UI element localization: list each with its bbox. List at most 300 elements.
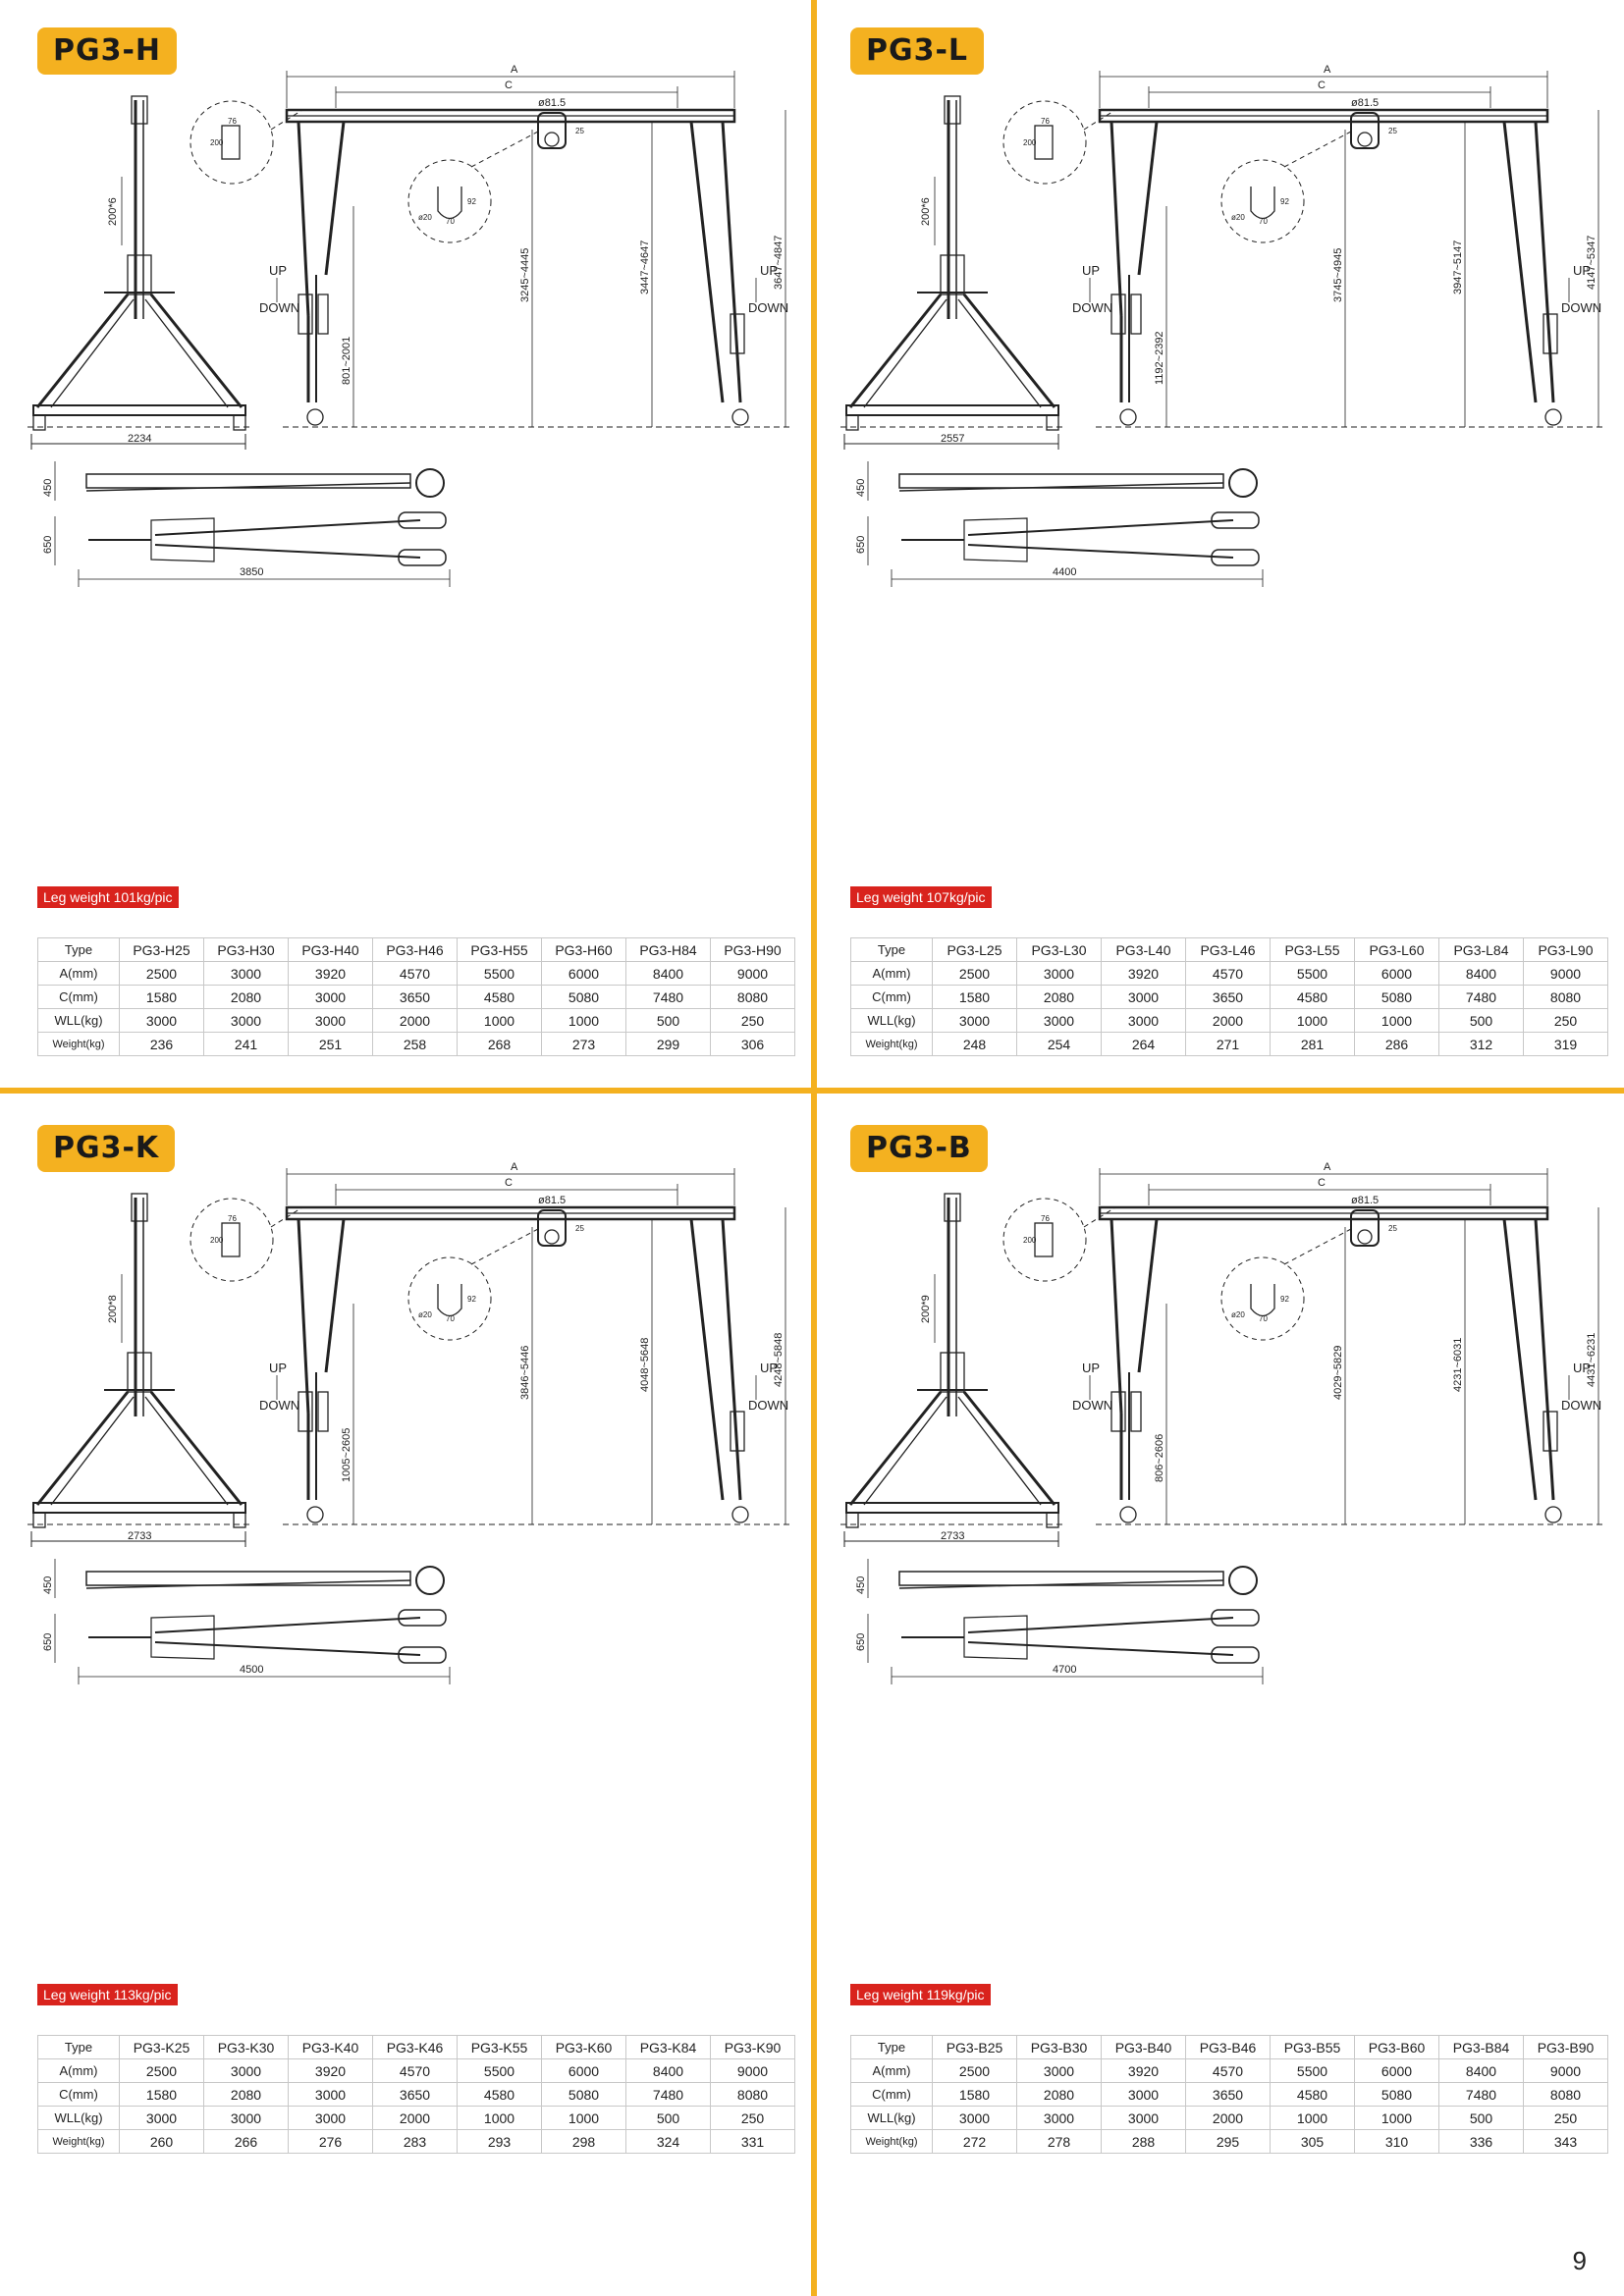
- spec-cell: 9000: [1524, 962, 1608, 986]
- dim-76-label: 76: [228, 117, 237, 126]
- spec-cell: 3000: [1017, 962, 1102, 986]
- spec-cell: 3000: [289, 1009, 373, 1033]
- spec-cell: 9000: [711, 962, 795, 986]
- spec-cell: 8400: [626, 2059, 711, 2083]
- spec-row: [38, 2059, 795, 2083]
- spec-cell: 2500: [933, 962, 1017, 986]
- dim-92-label: 92: [1280, 1295, 1289, 1304]
- spec-cell: 298: [542, 2130, 626, 2154]
- spec-cell: 3000: [1102, 986, 1186, 1009]
- leg-weight-label: Leg weight 101kg/pic: [37, 886, 179, 908]
- spec-cell: PG3-B46: [1186, 2036, 1271, 2059]
- spec-cell: PG3-B30: [1017, 2036, 1102, 2059]
- spec-row-label: WLL(kg): [38, 2107, 120, 2130]
- spec-cell: PG3-L30: [1017, 938, 1102, 962]
- spec-cell: 3920: [289, 2059, 373, 2083]
- spec-cell: 2000: [1186, 1009, 1271, 1033]
- crane-spec-panel-l: [831, 0, 1616, 1070]
- dim-fold-height: 450: [855, 1575, 867, 1594]
- spec-cell: 4570: [373, 2059, 458, 2083]
- dim-pitch-label: 200*8: [107, 1295, 119, 1323]
- spec-cell: PG3-B90: [1524, 2036, 1608, 2059]
- spec-cell: 324: [626, 2130, 711, 2154]
- up-label-right: UP: [1573, 1361, 1592, 1375]
- spec-cell: 500: [1439, 2107, 1524, 2130]
- spec-row-label: C(mm): [38, 986, 120, 1009]
- spec-cell: 3650: [373, 986, 458, 1009]
- model-title-badge: PG3-K: [37, 1125, 175, 1172]
- spec-cell: 268: [458, 1033, 542, 1056]
- dim-fold-width: 650: [42, 535, 54, 554]
- up-label-left: UP: [269, 263, 288, 278]
- down-label-right: DOWN: [1561, 1398, 1602, 1413]
- spec-cell: 7480: [626, 2083, 711, 2107]
- spec-cell: 295: [1186, 2130, 1271, 2154]
- spec-cell: PG3-K90: [711, 2036, 795, 2059]
- dim-92-label: 92: [1280, 197, 1289, 206]
- up-label-left: UP: [269, 1361, 288, 1375]
- spec-cell: 1580: [120, 2083, 204, 2107]
- up-label-right: UP: [760, 263, 779, 278]
- spec-cell: 5080: [542, 2083, 626, 2107]
- crane-spec-panel-h: [18, 0, 803, 1070]
- dim-20-label: ø20: [1231, 213, 1245, 222]
- spec-cell: 293: [458, 2130, 542, 2154]
- dim-height-1: 4029~5829: [1332, 1345, 1344, 1400]
- spec-cell: 1000: [458, 2107, 542, 2130]
- spec-row-label: WLL(kg): [851, 2107, 933, 2130]
- spec-row-label: A(mm): [851, 2059, 933, 2083]
- spec-cell: 4580: [1271, 2083, 1355, 2107]
- spec-cell: 2000: [1186, 2107, 1271, 2130]
- dim-height-1: 3745~4945: [1332, 247, 1344, 302]
- dim-25-label: 25: [575, 1224, 584, 1233]
- spec-cell: PG3-B25: [933, 2036, 1017, 2059]
- spec-cell: 8400: [626, 962, 711, 986]
- dim-c-label: C: [1318, 80, 1326, 91]
- spec-cell: PG3-K30: [204, 2036, 289, 2059]
- dim-20-label: ø20: [418, 1310, 432, 1319]
- spec-row: [851, 2107, 1608, 2130]
- spec-cell: 3000: [1102, 2083, 1186, 2107]
- dim-pitch-label: 200*9: [920, 1295, 932, 1323]
- spec-header-row: [851, 2036, 1608, 2059]
- down-label-right: DOWN: [748, 1398, 789, 1413]
- spec-row: [38, 1033, 795, 1056]
- model-title-badge: PG3-H: [37, 27, 177, 75]
- spec-row: [38, 1009, 795, 1033]
- dim-a-label: A: [511, 1161, 518, 1173]
- spec-cell: 3000: [120, 2107, 204, 2130]
- spec-cell: 1000: [1271, 1009, 1355, 1033]
- spec-cell: 250: [1524, 1009, 1608, 1033]
- spec-cell: 1000: [1355, 2107, 1439, 2130]
- spec-cell: 306: [711, 1033, 795, 1056]
- spec-cell: 3000: [289, 2083, 373, 2107]
- spec-cell: 250: [1524, 2107, 1608, 2130]
- dim-76-label: 76: [1041, 117, 1050, 126]
- dim-76-label: 76: [1041, 1214, 1050, 1223]
- spec-cell: 8400: [1439, 2059, 1524, 2083]
- spec-cell: 312: [1439, 1033, 1524, 1056]
- spec-cell: 3000: [289, 2107, 373, 2130]
- down-label-right: DOWN: [1561, 300, 1602, 315]
- spec-cell: 3000: [1102, 1009, 1186, 1033]
- spec-cell: 299: [626, 1033, 711, 1056]
- spec-cell: 2500: [933, 2059, 1017, 2083]
- spec-cell: PG3-L55: [1271, 938, 1355, 962]
- gantry-crane-drawing: [831, 64, 1616, 883]
- spec-cell: 272: [933, 2130, 1017, 2154]
- spec-cell: PG3-K84: [626, 2036, 711, 2059]
- spec-cell: 260: [120, 2130, 204, 2154]
- spec-cell: 4580: [1271, 986, 1355, 1009]
- dim-70-label: 70: [446, 217, 455, 226]
- spec-cell: 3000: [1017, 2107, 1102, 2130]
- spec-header-row: [851, 938, 1608, 962]
- spec-cell: PG3-L46: [1186, 938, 1271, 962]
- dim-fold-height: 450: [42, 478, 54, 497]
- spec-cell: 281: [1271, 1033, 1355, 1056]
- spec-row-label: Weight(kg): [38, 2130, 120, 2154]
- spec-cell: 3650: [1186, 2083, 1271, 2107]
- spec-row-label: Type: [851, 938, 933, 962]
- spec-cell: PG3-H60: [542, 938, 626, 962]
- dim-fold-width: 650: [855, 535, 867, 554]
- dim-25-label: 25: [1388, 1224, 1397, 1233]
- dim-height-1: 3846~5446: [519, 1345, 531, 1400]
- dim-height-3: 4248~5848: [773, 1332, 785, 1387]
- dim-pitch-label: 200*6: [920, 197, 932, 226]
- spec-cell: 250: [711, 2107, 795, 2130]
- spec-cell: 3000: [120, 1009, 204, 1033]
- spec-cell: 8080: [711, 986, 795, 1009]
- spec-cell: 2080: [1017, 986, 1102, 1009]
- dim-fold-length: 4700: [1053, 1664, 1077, 1676]
- spec-cell: 4570: [373, 962, 458, 986]
- spec-row: [851, 2083, 1608, 2107]
- spec-cell: PG3-H25: [120, 938, 204, 962]
- spec-cell: 3000: [204, 962, 289, 986]
- spec-cell: 500: [626, 2107, 711, 2130]
- spec-cell: 8080: [1524, 2083, 1608, 2107]
- dim-25-label: 25: [575, 127, 584, 135]
- spec-row: [851, 1033, 1608, 1056]
- spec-row-label: WLL(kg): [38, 1009, 120, 1033]
- spec-cell: 6000: [1355, 2059, 1439, 2083]
- spec-cell: PG3-K40: [289, 2036, 373, 2059]
- spec-cell: 4570: [1186, 962, 1271, 986]
- leg-weight-label: Leg weight 107kg/pic: [850, 886, 992, 908]
- spec-row: [851, 2059, 1608, 2083]
- spec-cell: 3000: [933, 1009, 1017, 1033]
- spec-cell: 2500: [120, 2059, 204, 2083]
- dim-25-label: 25: [1388, 127, 1397, 135]
- model-title-badge: PG3-L: [850, 27, 984, 75]
- dim-low-height: 801~2001: [341, 336, 352, 385]
- spec-cell: 4580: [458, 986, 542, 1009]
- spec-cell: 336: [1439, 2130, 1524, 2154]
- dim-height-2: 3947~5147: [1452, 240, 1464, 294]
- spec-cell: 5500: [1271, 962, 1355, 986]
- dim-fold-height: 450: [855, 478, 867, 497]
- spec-cell: 1000: [542, 1009, 626, 1033]
- dim-200-label: 200: [1023, 1236, 1037, 1245]
- spec-cell: 3920: [289, 962, 373, 986]
- up-label-left: UP: [1082, 1361, 1101, 1375]
- dim-92-label: 92: [467, 1295, 476, 1304]
- spec-cell: 283: [373, 2130, 458, 2154]
- spec-row-label: Weight(kg): [38, 1033, 120, 1056]
- dim-20-label: ø20: [418, 213, 432, 222]
- dim-base-width: 2733: [941, 1530, 965, 1542]
- dim-low-height: 1005~2605: [341, 1427, 352, 1482]
- dim-20-label: ø20: [1231, 1310, 1245, 1319]
- gantry-crane-drawing: [18, 64, 803, 883]
- spec-cell: PG3-L84: [1439, 938, 1524, 962]
- dim-height-2: 3447~4647: [639, 240, 651, 294]
- spec-cell: 1000: [1355, 1009, 1439, 1033]
- crane-spec-panel-k: [18, 1097, 803, 2167]
- spec-cell: PG3-L25: [933, 938, 1017, 962]
- dim-height-3: 4147~5347: [1586, 235, 1597, 290]
- dim-fold-width: 650: [42, 1632, 54, 1651]
- spec-cell: 278: [1017, 2130, 1102, 2154]
- spec-cell: 6000: [542, 962, 626, 986]
- spec-cell: PG3-H55: [458, 938, 542, 962]
- spec-cell: PG3-B60: [1355, 2036, 1439, 2059]
- down-label-left: DOWN: [259, 300, 300, 315]
- dim-c-label: C: [1318, 1177, 1326, 1189]
- dim-200-label: 200: [210, 138, 224, 147]
- spec-row-label: A(mm): [38, 2059, 120, 2083]
- spec-cell: 7480: [1439, 2083, 1524, 2107]
- spec-cell: 9000: [711, 2059, 795, 2083]
- spec-cell: 3000: [204, 2059, 289, 2083]
- spec-cell: 5080: [1355, 986, 1439, 1009]
- spec-cell: 236: [120, 1033, 204, 1056]
- spec-cell: 3000: [204, 2107, 289, 2130]
- spec-cell: 241: [204, 1033, 289, 1056]
- spec-cell: PG3-B84: [1439, 2036, 1524, 2059]
- spec-cell: PG3-H90: [711, 938, 795, 962]
- spec-cell: 254: [1017, 1033, 1102, 1056]
- dim-fold-length: 4500: [240, 1664, 264, 1676]
- spec-cell: 3920: [1102, 962, 1186, 986]
- spec-table: [850, 937, 1608, 1056]
- spec-cell: PG3-H46: [373, 938, 458, 962]
- spec-cell: PG3-H84: [626, 938, 711, 962]
- spec-cell: 7480: [1439, 986, 1524, 1009]
- down-label-left: DOWN: [1072, 300, 1113, 315]
- dim-fold-width: 650: [855, 1632, 867, 1651]
- spec-cell: PG3-K55: [458, 2036, 542, 2059]
- spec-cell: PG3-H40: [289, 938, 373, 962]
- spec-cell: 266: [204, 2130, 289, 2154]
- spec-row: [38, 986, 795, 1009]
- vertical-divider: [811, 0, 817, 2296]
- spec-cell: 1000: [458, 1009, 542, 1033]
- spec-cell: 1580: [933, 2083, 1017, 2107]
- dim-trolley-diameter: ø81.5: [1351, 1195, 1380, 1206]
- dim-pitch-label: 200*6: [107, 197, 119, 226]
- up-label-right: UP: [760, 1361, 779, 1375]
- dim-a-label: A: [1324, 64, 1331, 76]
- dim-70-label: 70: [446, 1314, 455, 1323]
- dim-base-width: 2234: [128, 433, 152, 445]
- spec-cell: 1580: [120, 986, 204, 1009]
- dim-low-height: 1192~2392: [1154, 331, 1165, 385]
- spec-cell: 500: [1439, 1009, 1524, 1033]
- spec-row-label: Type: [38, 938, 120, 962]
- dim-low-height: 806~2606: [1154, 1433, 1165, 1482]
- spec-row-label: Weight(kg): [851, 1033, 933, 1056]
- spec-cell: 305: [1271, 2130, 1355, 2154]
- dim-70-label: 70: [1259, 217, 1268, 226]
- spec-row-label: A(mm): [38, 962, 120, 986]
- spec-cell: 3000: [289, 986, 373, 1009]
- dim-92-label: 92: [467, 197, 476, 206]
- spec-cell: 2080: [1017, 2083, 1102, 2107]
- spec-row: [851, 986, 1608, 1009]
- spec-cell: PG3-L40: [1102, 938, 1186, 962]
- spec-cell: 5500: [1271, 2059, 1355, 2083]
- dim-trolley-diameter: ø81.5: [538, 1195, 567, 1206]
- spec-row: [38, 2130, 795, 2154]
- leg-weight-label: Leg weight 113kg/pic: [37, 1984, 178, 2005]
- spec-cell: 2000: [373, 2107, 458, 2130]
- spec-cell: 288: [1102, 2130, 1186, 2154]
- spec-cell: 3000: [1017, 2059, 1102, 2083]
- dim-200-label: 200: [210, 1236, 224, 1245]
- spec-table: [37, 937, 795, 1056]
- spec-row-label: Weight(kg): [851, 2130, 933, 2154]
- spec-cell: 3650: [1186, 986, 1271, 1009]
- dim-c-label: C: [505, 1177, 513, 1189]
- spec-cell: 5080: [542, 986, 626, 1009]
- spec-cell: PG3-B40: [1102, 2036, 1186, 2059]
- spec-cell: 319: [1524, 1033, 1608, 1056]
- spec-cell: PG3-B55: [1271, 2036, 1355, 2059]
- dim-base-width: 2557: [941, 433, 965, 445]
- spec-cell: 5500: [458, 2059, 542, 2083]
- spec-cell: 2000: [373, 1009, 458, 1033]
- spec-header-row: [38, 938, 795, 962]
- spec-row-label: C(mm): [851, 986, 933, 1009]
- spec-row: [38, 2107, 795, 2130]
- crane-spec-panel-b: [831, 1097, 1616, 2167]
- dim-base-width: 2733: [128, 1530, 152, 1542]
- dim-fold-length: 4400: [1053, 566, 1077, 578]
- spec-cell: 4580: [458, 2083, 542, 2107]
- spec-cell: 7480: [626, 986, 711, 1009]
- spec-cell: 331: [711, 2130, 795, 2154]
- spec-cell: 8400: [1439, 962, 1524, 986]
- spec-row-label: A(mm): [851, 962, 933, 986]
- spec-cell: 250: [711, 1009, 795, 1033]
- up-label-right: UP: [1573, 263, 1592, 278]
- spec-cell: 264: [1102, 1033, 1186, 1056]
- spec-row: [38, 2083, 795, 2107]
- leg-weight-label: Leg weight 119kg/pic: [850, 1984, 991, 2005]
- spec-cell: 1000: [542, 2107, 626, 2130]
- spec-cell: 286: [1355, 1033, 1439, 1056]
- spec-cell: 2080: [204, 986, 289, 1009]
- spec-cell: 273: [542, 1033, 626, 1056]
- spec-cell: 5080: [1355, 2083, 1439, 2107]
- dim-height-3: 4431~6231: [1586, 1332, 1597, 1387]
- spec-cell: 5500: [458, 962, 542, 986]
- spec-table: [850, 2035, 1608, 2154]
- dim-70-label: 70: [1259, 1314, 1268, 1323]
- spec-row: [851, 2130, 1608, 2154]
- spec-cell: 251: [289, 1033, 373, 1056]
- spec-row-label: Type: [38, 2036, 120, 2059]
- down-label-left: DOWN: [259, 1398, 300, 1413]
- spec-cell: 271: [1186, 1033, 1271, 1056]
- dim-height-1: 3245~4445: [519, 247, 531, 302]
- spec-cell: 8080: [1524, 986, 1608, 1009]
- page-number: 9: [1572, 2246, 1587, 2275]
- spec-row-label: Type: [851, 2036, 933, 2059]
- dim-height-2: 4231~6031: [1452, 1337, 1464, 1392]
- spec-cell: 343: [1524, 2130, 1608, 2154]
- spec-header-row: [38, 2036, 795, 2059]
- spec-row-label: C(mm): [38, 2083, 120, 2107]
- spec-cell: 310: [1355, 2130, 1439, 2154]
- dim-fold-length: 3850: [240, 566, 264, 578]
- dim-trolley-diameter: ø81.5: [538, 97, 567, 109]
- spec-cell: 3000: [1102, 2107, 1186, 2130]
- spec-row: [851, 962, 1608, 986]
- gantry-crane-drawing: [831, 1161, 1616, 1981]
- spec-row-label: C(mm): [851, 2083, 933, 2107]
- spec-cell: 3000: [204, 1009, 289, 1033]
- dim-trolley-diameter: ø81.5: [1351, 97, 1380, 109]
- spec-cell: 6000: [1355, 962, 1439, 986]
- dim-height-3: 3647~4847: [773, 235, 785, 290]
- spec-row-label: WLL(kg): [851, 1009, 933, 1033]
- spec-row: [38, 962, 795, 986]
- spec-cell: 8080: [711, 2083, 795, 2107]
- spec-cell: 9000: [1524, 2059, 1608, 2083]
- spec-cell: 3650: [373, 2083, 458, 2107]
- horizontal-divider: [0, 1088, 1624, 1094]
- spec-cell: PG3-L90: [1524, 938, 1608, 962]
- spec-cell: PG3-K46: [373, 2036, 458, 2059]
- spec-cell: 2500: [120, 962, 204, 986]
- dim-a-label: A: [1324, 1161, 1331, 1173]
- spec-cell: 3920: [1102, 2059, 1186, 2083]
- spec-cell: 500: [626, 1009, 711, 1033]
- spec-cell: 276: [289, 2130, 373, 2154]
- spec-cell: 1000: [1271, 2107, 1355, 2130]
- spec-row: [851, 1009, 1608, 1033]
- model-title-badge: PG3-B: [850, 1125, 988, 1172]
- spec-cell: 1580: [933, 986, 1017, 1009]
- dim-a-label: A: [511, 64, 518, 76]
- dim-height-2: 4048~5648: [639, 1337, 651, 1392]
- spec-cell: PG3-L60: [1355, 938, 1439, 962]
- spec-cell: 6000: [542, 2059, 626, 2083]
- spec-cell: 3000: [1017, 1009, 1102, 1033]
- spec-cell: 248: [933, 1033, 1017, 1056]
- down-label-left: DOWN: [1072, 1398, 1113, 1413]
- spec-cell: PG3-K25: [120, 2036, 204, 2059]
- dim-c-label: C: [505, 80, 513, 91]
- spec-cell: 3000: [933, 2107, 1017, 2130]
- spec-cell: 4570: [1186, 2059, 1271, 2083]
